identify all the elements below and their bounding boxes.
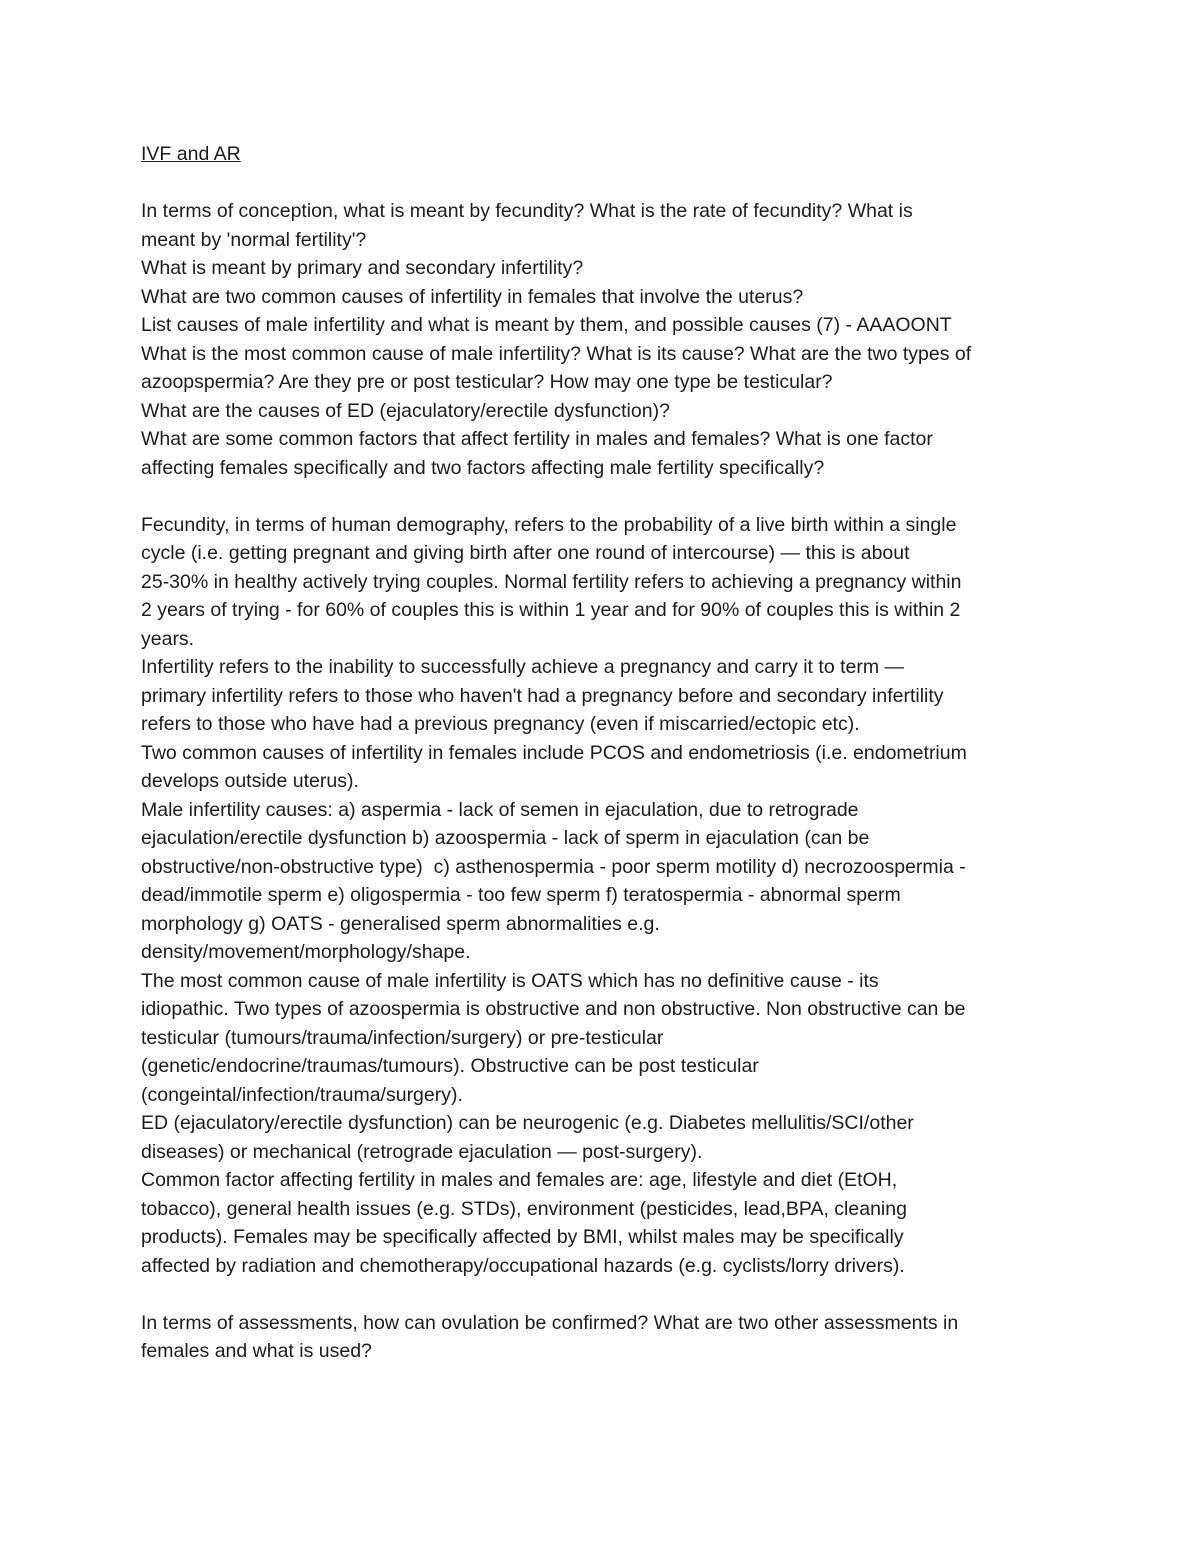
answer-line: refers to those who have had a previous pregnancy (even if miscarried/ectopic etc). bbox=[141, 713, 860, 735]
spacer bbox=[141, 1280, 1066, 1309]
question-line: What are some common factors that affect fertility in males and females? What is one factor bbox=[141, 428, 933, 450]
spacer bbox=[141, 169, 1066, 198]
question-line: females and what is used? bbox=[141, 1340, 372, 1362]
answer-line: obstructive/non-obstructive type) c) asthenospermia - poor sperm motility d) necrozoospermia - bbox=[141, 855, 966, 878]
answer-line: (congeintal/infection/trauma/surgery). bbox=[141, 1083, 463, 1106]
answer-line: products). Females may be specifically affected by BMI, whilst males may be specifically bbox=[141, 1226, 904, 1248]
answer-line: 2 years of trying - for 60% of couples this is within 1 year and for 90% of couples this is within 2 bbox=[141, 599, 961, 621]
answer-line: Two common causes of infertility in females include PCOS and endometriosis (i.e. endometrium bbox=[141, 741, 967, 764]
document-body bbox=[141, 140, 1066, 1366]
questions-block-2 bbox=[141, 1309, 1066, 1366]
answer-line: cycle (i.e. getting pregnant and giving birth after one round of intercourse) — this is about bbox=[141, 542, 910, 564]
answer-line: diseases) or mechanical (retrograde ejaculation — post-surgery). bbox=[141, 1140, 703, 1163]
answer-line: morphology g) OATS - generalised sperm abnormalities e.g. bbox=[141, 912, 660, 935]
answer-line: (genetic/endocrine/traumas/tumours). Obstructive can be post testicular bbox=[141, 1055, 759, 1077]
answer-line: The most common cause of male infertility is OATS which has no definitive cause - its bbox=[141, 969, 879, 992]
answer-line: develops outside uterus). bbox=[141, 770, 359, 792]
question-line: What is the most common cause of male infertility? What is its cause? What are the two types of bbox=[141, 342, 972, 365]
answer-line: affected by radiation and chemotherapy/occupational hazards (e.g. cyclists/lorry drivers). bbox=[141, 1254, 905, 1277]
answer-line: 25-30% in healthy actively trying couples. Normal fertility refers to achieving a pregnancy within bbox=[141, 570, 962, 593]
answer-line: testicular (tumours/trauma/infection/surgery) or pre-testicular bbox=[141, 1026, 664, 1049]
answer-line: Common factor affecting fertility in males and females are: age, lifestyle and diet (EtOH, bbox=[141, 1169, 898, 1191]
question-line: What are the causes of ED (ejaculatory/erectile dysfunction)? bbox=[141, 399, 670, 422]
answer-line: dead/immotile sperm e) oligospermia - too few sperm f) teratospermia - abnormal sperm bbox=[141, 884, 901, 906]
question-line: In terms of assessments, how can ovulation be confirmed? What are two other assessments in bbox=[141, 1311, 959, 1334]
answer-line: idiopathic. Two types of azoospermia is obstructive and non obstructive. Non obstructive can be bbox=[141, 998, 966, 1020]
answer-line: Fecundity, in terms of human demography, refers to the probability of a live birth within a single bbox=[141, 513, 957, 536]
question-line: affecting females specifically and two factors affecting male fertility specifically? bbox=[141, 456, 825, 479]
answer-line: Male infertility causes: a) aspermia - lack of semen in ejaculation, due to retrograde bbox=[141, 798, 859, 821]
answer-line: Infertility refers to the inability to successfully achieve a pregnancy and carry it to term — bbox=[141, 656, 904, 678]
question-line: meant by 'normal fertility'? bbox=[141, 228, 367, 251]
answer-line: ejaculation/erectile dysfunction b) azoospermia - lack of sperm in ejaculation (can be bbox=[141, 827, 870, 849]
spacer bbox=[141, 482, 1066, 511]
question-line: List causes of male infertility and what is meant by them, and possible causes (7) - AAAOONT bbox=[141, 314, 952, 336]
answer-line: years. bbox=[141, 627, 195, 650]
question-line: azoopspermia? Are they pre or post testicular? How may one type be testicular? bbox=[141, 371, 833, 393]
question-line: What are two common causes of infertility in females that involve the uterus? bbox=[141, 285, 804, 308]
answer-line: ED (ejaculatory/erectile dysfunction) can be neurogenic (e.g. Diabetes mellulitis/SCI/other bbox=[141, 1112, 914, 1134]
answer-line: density/movement/morphology/shape. bbox=[141, 941, 471, 963]
questions-block-1 bbox=[141, 197, 1066, 482]
question-line: What is meant by primary and secondary infertility? bbox=[141, 257, 584, 279]
answers-block-1 bbox=[141, 511, 1066, 1281]
answer-line: primary infertility refers to those who haven't had a pregnancy before and secondary infertility bbox=[141, 684, 944, 707]
document-title: IVF and AR bbox=[141, 143, 241, 165]
answer-line: tobacco), general health issues (e.g. STDs), environment (pesticides, lead,BPA, cleaning bbox=[141, 1197, 907, 1220]
question-line: In terms of conception, what is meant by fecundity? What is the rate of fecundity? What is bbox=[141, 200, 913, 222]
